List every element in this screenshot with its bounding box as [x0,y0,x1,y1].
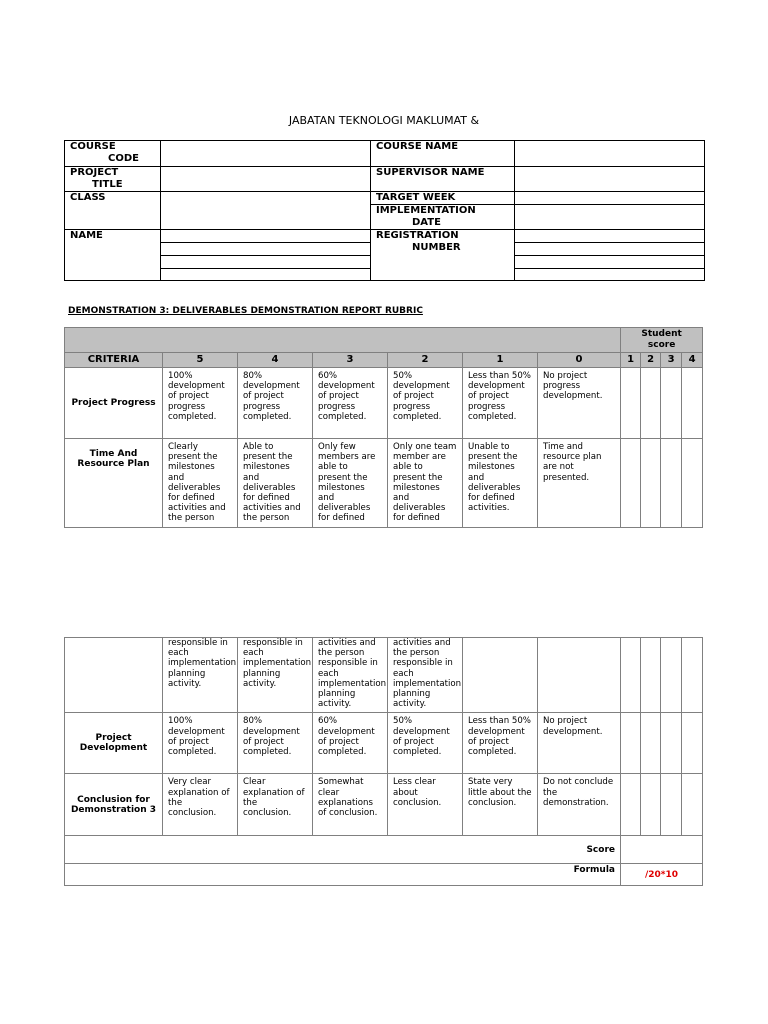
target-week-label: TARGET WEEK [371,192,515,205]
rubric-cell [463,638,538,713]
rubric-cell: Time and resource plan are not presented. [538,439,621,528]
score-input-cell[interactable] [661,439,682,528]
class-field[interactable] [161,192,371,230]
score-input-cell[interactable] [661,713,682,774]
criteria-cell: Time And Resource Plan [65,439,163,528]
score-input-cell[interactable] [682,774,703,836]
rubric-cell [538,638,621,713]
table-row [65,638,703,713]
level-header: 4 [238,353,313,368]
table-row [65,713,703,774]
score-input-cell[interactable] [682,368,703,439]
score-col-header: 1 [621,353,641,368]
score-label: Score [65,836,621,864]
rubric-cell: 50% development of project completed. [388,713,463,774]
rubric-cell: 100% development of project progress completed. [163,368,238,439]
registration-number-label: REGISTRATION NUMBER [371,230,515,281]
rubric-cell: Very clear explanation of the conclusion. [163,774,238,836]
score-input-cell[interactable] [641,638,661,713]
header-blank [65,328,621,353]
score-input-cell[interactable] [641,713,661,774]
student-score-header: Student score [621,328,703,353]
project-title-label: PROJECT TITLE [65,167,161,192]
rubric-cell: 100% development of project completed. [163,713,238,774]
score-input-cell[interactable] [682,638,703,713]
rubric-cell: Somewhat clear explanations of conclusion. [313,774,388,836]
implementation-date-field[interactable] [515,205,705,230]
score-col-header: 3 [661,353,682,368]
score-input-cell[interactable] [682,439,703,528]
level-header: 1 [463,353,538,368]
rubric-cell: 60% development of project completed. [313,713,388,774]
course-name-field[interactable] [515,141,705,167]
score-input-cell[interactable] [621,638,641,713]
table-row [65,368,703,439]
level-header: 5 [163,353,238,368]
formula-row [65,864,703,886]
course-name-label: COURSE NAME [371,141,515,167]
rubric-cell: Able to present the milestones and deliverables for defined activities and the person [238,439,313,528]
criteria-cell: Project Progress [65,368,163,439]
registration-field-4[interactable] [515,269,705,281]
name-field-3[interactable] [161,256,371,269]
rubric-cell: activities and the person responsible in each implementation planning activity. [313,638,388,713]
rubric-cell: Only few members are able to present the milestones and deliverables for defined [313,439,388,528]
document-title: JABATAN TEKNOLOGI MAKLUMAT & [288,114,480,127]
rubric-cell: Clearly present the milestones and deliverables for defined activities and the person [163,439,238,528]
score-col-header: 2 [641,353,661,368]
score-row [65,836,703,864]
name-field-4[interactable] [161,269,371,281]
rubric-cell: No project development. [538,713,621,774]
course-code-field[interactable] [161,141,371,167]
rubric-cell: responsible in each implementation planning activity. [238,638,313,713]
score-input-cell[interactable] [661,774,682,836]
score-input-cell[interactable] [621,439,641,528]
project-title-field[interactable] [161,167,371,192]
score-input-cell[interactable] [682,713,703,774]
supervisor-name-field[interactable] [515,167,705,192]
score-input-cell[interactable] [641,439,661,528]
level-header: 0 [538,353,621,368]
rubric-cell: Less clear about conclusion. [388,774,463,836]
score-input-cell[interactable] [621,774,641,836]
rubric-cell: activities and the person responsible in each implementation planning activity. [388,638,463,713]
class-label: CLASS [65,192,161,230]
rubric-cell: Do not conclude the demonstration. [538,774,621,836]
criteria-cell [65,638,163,713]
rubric-cell: 60% development of project progress completed. [313,368,388,439]
criteria-header: CRITERIA [65,353,163,368]
table-row [65,439,703,528]
student-info-table [64,140,705,281]
rubric-cell: Less than 50% development of project completed. [463,713,538,774]
score-input-cell[interactable] [661,368,682,439]
score-total-field[interactable] [621,836,703,864]
rubric-heading: DEMONSTRATION 3: DELIVERABLES DEMONSTRATION REPORT RUBRIC [68,306,423,316]
score-input-cell[interactable] [641,774,661,836]
rubric-cell: Clear explanation of the conclusion. [238,774,313,836]
rubric-cell: 50% development of project progress completed. [388,368,463,439]
rubric-table-part1 [64,327,703,528]
rubric-cell: Only one team member are able to present the milestones and deliverables for defined [388,439,463,528]
score-input-cell[interactable] [621,368,641,439]
formula-value: /20*10 [621,864,703,886]
target-week-field[interactable] [515,192,705,205]
table-row [65,774,703,836]
formula-label: Formula [65,864,621,886]
score-input-cell[interactable] [641,368,661,439]
level-header: 3 [313,353,388,368]
rubric-cell: 80% development of project progress completed. [238,368,313,439]
score-input-cell[interactable] [661,638,682,713]
score-input-cell[interactable] [621,713,641,774]
rubric-cell: Unable to present the milestones and deliverables for defined activities. [463,439,538,528]
rubric-table-part2 [64,637,703,886]
rubric-cell: State very little about the conclusion. [463,774,538,836]
name-field-1[interactable] [161,230,371,243]
supervisor-name-label: SUPERVISOR NAME [371,167,515,192]
implementation-date-label: IMPLEMENTATION DATE [371,205,515,230]
criteria-cell: Conclusion for Demonstration 3 [65,774,163,836]
rubric-cell: No project progress development. [538,368,621,439]
registration-field-2[interactable] [515,243,705,256]
course-code-label: COURSE CODE [65,141,161,167]
score-col-header: 4 [682,353,703,368]
rubric-cell: 80% development of project completed. [238,713,313,774]
rubric-cell: responsible in each implementation planning activity. [163,638,238,713]
name-field-2[interactable] [161,243,371,256]
registration-field-3[interactable] [515,256,705,269]
criteria-cell: Project Development [65,713,163,774]
registration-field-1[interactable] [515,230,705,243]
level-header: 2 [388,353,463,368]
name-label: NAME [65,230,161,281]
rubric-cell: Less than 50% development of project progress completed. [463,368,538,439]
